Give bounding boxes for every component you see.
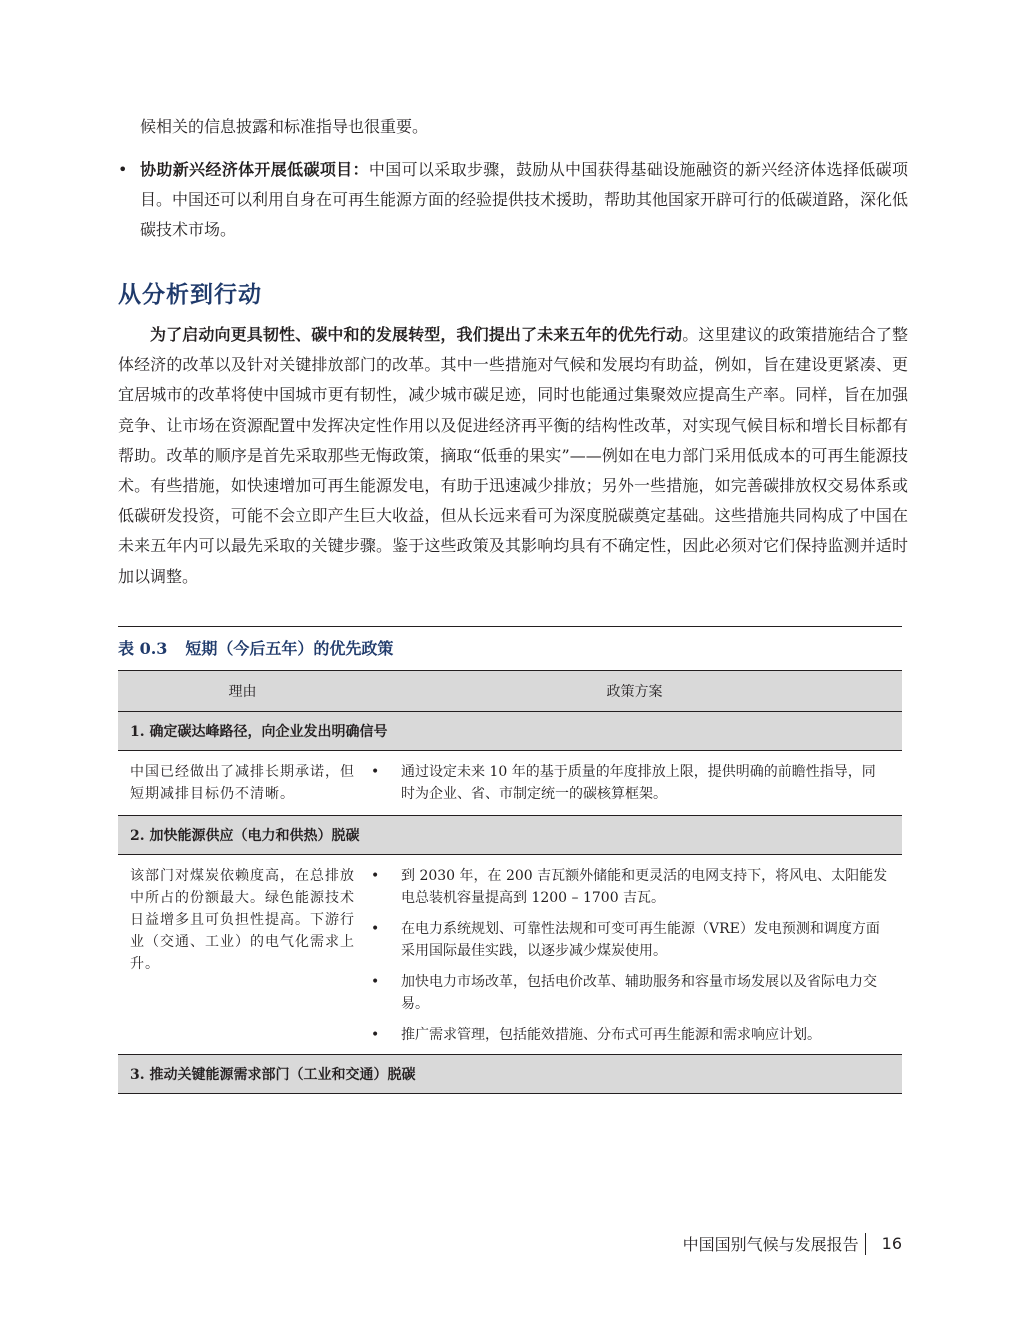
reason-cell: 该部门对煤炭依赖度高，在总排放中所占的份额最大。绿色能源技术日益增多且可负担性提高。下游行业（交通、工业）的电气化需求上升。	[118, 855, 367, 1055]
option-text: 通过设定未来 10 年的基于质量的年度排放上限，提供明确的前瞻性指导，同时为企业、省、市制定统一的碳核算框架。	[401, 764, 876, 802]
section-row	[118, 712, 902, 751]
policy-table	[118, 670, 902, 1094]
bullet-marker: •	[371, 868, 380, 884]
table-header-row	[118, 671, 902, 712]
bullet-item	[118, 155, 908, 245]
section-row	[118, 1055, 902, 1094]
table-row	[118, 855, 902, 1055]
bullet-marker: •	[371, 974, 380, 990]
table-top-rule	[118, 626, 902, 627]
bullet-bold-lead: 协助新兴经济体开展低碳项目：	[140, 160, 369, 179]
body-bold-lead: 为了启动向更具韧性、碳中和的发展转型，我们提出了未来五年的优先行动	[150, 325, 683, 344]
bullet-marker: •	[118, 160, 128, 179]
header-options: 政策方案	[367, 671, 902, 712]
section-title: 1. 确定碳达峰路径，向企业发出明确信号	[118, 712, 902, 751]
section-heading: 从分析到行动	[118, 282, 262, 308]
option-item	[371, 1024, 888, 1046]
table-caption	[118, 636, 393, 659]
table-number: 表 0.3	[118, 639, 168, 658]
footer-divider	[865, 1233, 866, 1255]
section-title: 3. 推动关键能源需求部门（工业和交通）脱碳	[118, 1055, 902, 1094]
report-title: 中国国别气候与发展报告	[682, 1235, 859, 1254]
reason-cell: 中国已经做出了减排长期承诺，但短期减排目标仍不清晰。	[118, 751, 367, 816]
table-title: 短期（今后五年）的优先政策	[185, 639, 394, 658]
options-list	[371, 865, 888, 1046]
option-item	[371, 865, 888, 909]
option-text: 推广需求管理，包括能效措施、分布式可再生能源和需求响应计划。	[401, 1027, 821, 1043]
option-item	[371, 918, 888, 962]
continuation-paragraph: 候相关的信息披露和标准指导也很重要。	[140, 117, 429, 136]
section-row	[118, 816, 902, 855]
option-text: 到 2030 年，在 200 吉瓦额外储能和更灵活的电网支持下，将风电、太阳能发电总装机容量提高到 1200 – 1700 吉瓦。	[401, 868, 888, 906]
bullet-marker: •	[371, 921, 380, 937]
option-item	[371, 761, 888, 805]
option-text: 在电力系统规划、可靠性法规和可变可再生能源（VRE）发电预测和调度方面采用国际最佳实践，以逐步减少煤炭使用。	[401, 921, 880, 959]
header-reason: 理由	[118, 671, 367, 712]
bullet-text	[140, 155, 908, 245]
table-row	[118, 751, 902, 816]
bullet-body: 中国可以采取步骤，鼓励从中国获得基础设施融资的新兴经济体选择低碳项目。中国还可以利用自身在可再生能源方面的经验提供技术援助，帮助其他国家开辟可行的低碳道路，深化低碳技术市场。	[140, 160, 909, 239]
body-text: 。这里建议的政策措施结合了整体经济的改革以及针对关键排放部门的改革。其中一些措施对气候和发展均有助益，例如，旨在建设更紧凑、更宜居城市的改革将使中国城市更有韧性，减少城市碳足迹，同时也能通过集聚效应提高生产率。同样，旨在加强竞争、让市场在资源配置中发挥决定性作用以及促进经济再平衡的结构性改革，对实现气候目标和增长目标都有帮助。改革的顺序是首先采取那些无悔政策，摘取“低垂的果实”——例如在电力部门采用低成本的可再生能源技术。有些措施，如快速增加可再生能源发电，有助于迅速减少排放；另外一些措施，如完善碳排放权交易体系或低碳研发投资，可能不会立即产生巨大收益，但从长远来看可为深度脱碳奠定基础。这些措施共同构成了中国在未来五年内可以最先采取的关键步骤。鉴于这些政策及其影响均具有不确定性，因此必须对它们保持监测并适时加以调整。	[118, 325, 908, 586]
bullet-marker: •	[371, 1027, 380, 1043]
body-paragraph	[118, 320, 908, 592]
options-cell	[367, 855, 902, 1055]
option-item	[371, 971, 888, 1015]
section-title: 2. 加快能源供应（电力和供热）脱碳	[118, 816, 902, 855]
page-footer	[683, 1232, 902, 1255]
bullet-marker: •	[371, 764, 380, 780]
page-number: 16	[881, 1234, 902, 1253]
options-list	[371, 761, 888, 805]
options-cell	[367, 751, 902, 816]
option-text: 加快电力市场改革，包括电价改革、辅助服务和容量市场发展以及省际电力交易。	[401, 974, 877, 1012]
